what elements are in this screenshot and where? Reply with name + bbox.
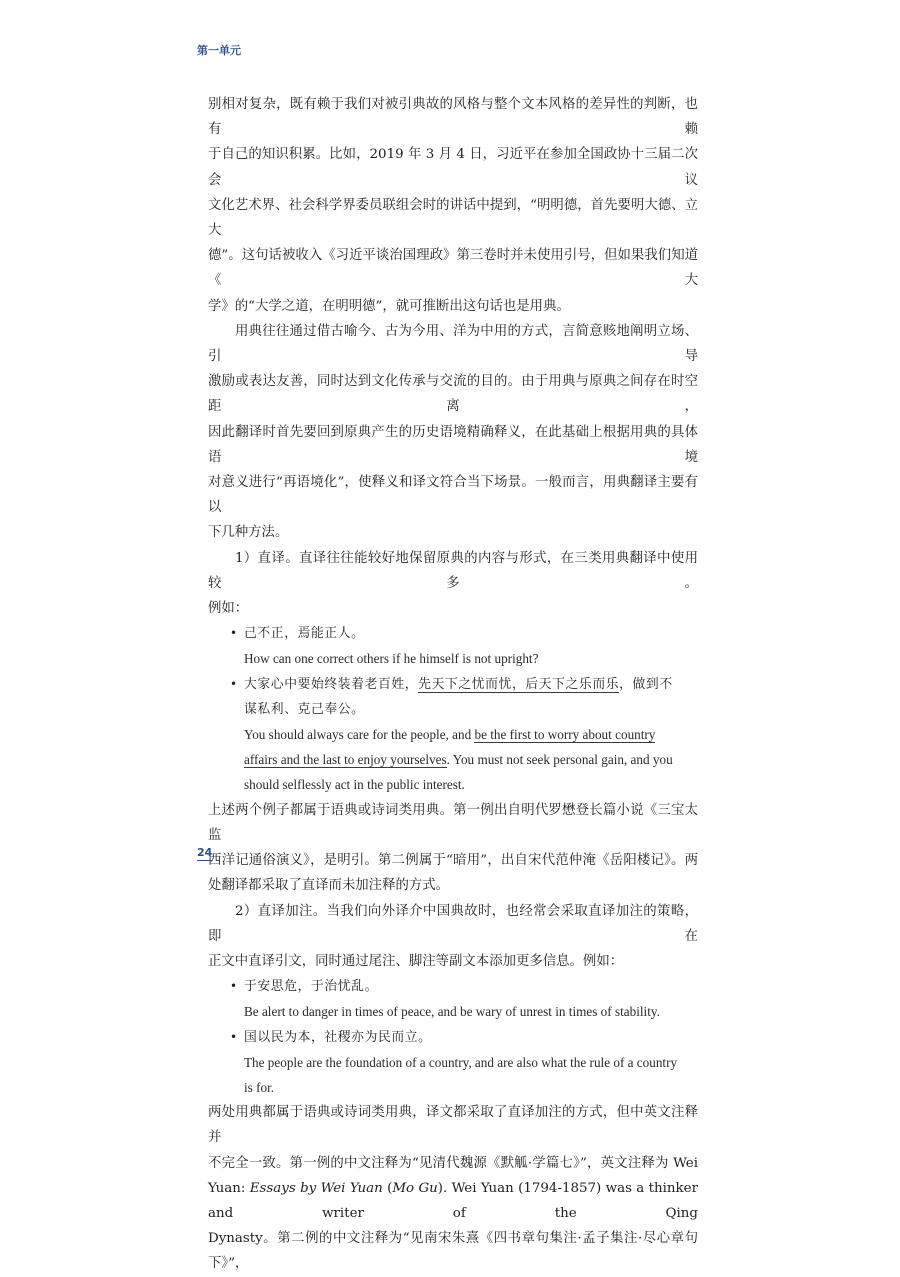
- text-line: 2）直译加注。当我们向外译介中国典故时，也经常会采取直译加注的策略，即在: [208, 903, 698, 944]
- example-1: [208, 621, 698, 671]
- bullet-icon: •: [230, 979, 238, 994]
- text-line: 德”。这句话被收入《习近平谈治国理政》第三卷时并未使用引号，但如果我们知道《大: [208, 248, 698, 289]
- text-line: 用典往往通过借古喻今、古为今用、洋为中用的方式，言简意赅地阐明立场、引导: [208, 323, 698, 365]
- text-line: Yuan: Essays by Wei Yuan (Mo Gu). Wei Yuan (1794-1857) was a thinker and writer of the Qing: [208, 1180, 698, 1221]
- example-english: You should always care for the people, and be the first to worry about country: [244, 727, 656, 743]
- text-line: 因此翻译时首先要回到原典产生的历史语境精确释义，在此基础上根据用典的具体语境: [208, 424, 698, 465]
- example-3: [208, 974, 698, 1024]
- italic-title: Essays by Wei Yuan: [249, 1180, 383, 1196]
- text-line: 文化艺术界、社会科学界委员联组会时的讲话中提到，“明明德，首先要明大德、立大: [208, 197, 698, 239]
- bullet-icon: •: [230, 676, 238, 691]
- text-line: 对意义进行“再语境化”，使释义和译文符合当下场景。一般而言，用典翻译主要有以: [208, 475, 698, 516]
- example-english: should selflessly act in the public interest.: [244, 777, 465, 793]
- example-english: The people are the foundation of a country, and are also what the rule of a country: [244, 1054, 678, 1070]
- example-chinese-cont: 谋私利、克己奉公。: [244, 701, 365, 717]
- paragraph-analysis-2: [208, 1100, 698, 1276]
- example-chinese: • 于安思危，于治忧乱。: [208, 974, 698, 999]
- text-line: 处翻译都采取了直译而未加注释的方式。: [208, 878, 450, 894]
- text-line: 上述两个例子都属于语典或诗词类用典。第一例出自明代罗懋登长篇小说《三宝太监: [208, 802, 698, 843]
- example-english: How can one correct others if he himself is not upright?: [244, 651, 539, 667]
- underlined-quote: 先天下之忧而忧，后天下之乐而乐: [418, 676, 620, 692]
- text-line: 于自己的知识积累。比如，2019 年 3 月 4 日，习近平在参加全国政协十三届二次会议: [208, 147, 698, 188]
- example-chinese: • 大家心中要始终装着老百姓，先天下之忧而忧，后天下之乐而乐，做到不: [208, 672, 698, 697]
- text-line: 学》的“大学之道，在明明德”，就可推断出这句话也是用典。: [208, 298, 570, 314]
- italic-title: Mo Gu: [392, 1180, 438, 1196]
- unit-header: 第一单元: [197, 44, 241, 57]
- example-chinese: • 己不正，焉能正人。: [208, 621, 698, 646]
- method-literal: [208, 546, 698, 622]
- example-2: [208, 672, 698, 798]
- bullet-icon: •: [230, 626, 238, 641]
- paragraph-allusion: [208, 319, 698, 546]
- text-line: 激励或表达友善，同时达到文化传承与交流的目的。由于用典与原典之间存在时空距离，: [208, 374, 698, 415]
- text-line: 不完全一致。第一例的中文注释为“见清代魏源《默觚·学篇七》”，英文注释为 Wei: [208, 1155, 698, 1171]
- bullet-icon: •: [230, 1029, 238, 1044]
- method-literal-annotation: [208, 899, 698, 975]
- example-english: Be alert to danger in times of peace, and be wary of unrest in times of stability.: [244, 1004, 660, 1020]
- text-line: 两处用典都属于语典或诗词类用典，译文都采取了直译加注的方式，但中英文注释并: [208, 1105, 698, 1146]
- page-body: [208, 92, 698, 1277]
- page-number: 24: [197, 846, 213, 859]
- example-english: affairs and the last to enjoy yourselves. You must not seek personal gain, and you: [244, 752, 673, 768]
- example-english: is for.: [244, 1079, 275, 1095]
- text-line: 下几种方法。: [208, 525, 289, 541]
- text-line: 正文中直译引文，同时通过尾注、脚注等副文本添加更多信息。例如：: [208, 953, 624, 969]
- paragraph-analysis-1: [208, 798, 698, 899]
- text-line: 例如：: [208, 601, 249, 617]
- text-line: 别相对复杂，既有赖于我们对被引典故的风格与整个文本风格的差异性的判断，也有赖: [208, 97, 698, 138]
- text-line: 西洋记通俗演义》，是明引。第二例属于“暗用”，出自宋代范仲淹《岳阳楼记》。两: [208, 853, 698, 869]
- underlined-translation: affairs and the last to enjoy yourselves: [244, 752, 447, 768]
- example-chinese: • 国以民为本，社稷亦为民而立。: [208, 1025, 698, 1050]
- text-line: 1）直译。直译往往能较好地保留原典的内容与形式，在三类用典翻译中使用较多。: [208, 550, 698, 591]
- text-line: Dynasty。第二例的中文注释为“见南宋朱熹《四书章句集注·孟子集注·尽心章句下》”，: [208, 1231, 698, 1272]
- paragraph-continuation: [208, 92, 698, 319]
- underlined-translation: be the first to worry about country: [474, 727, 656, 743]
- example-4: [208, 1025, 698, 1101]
